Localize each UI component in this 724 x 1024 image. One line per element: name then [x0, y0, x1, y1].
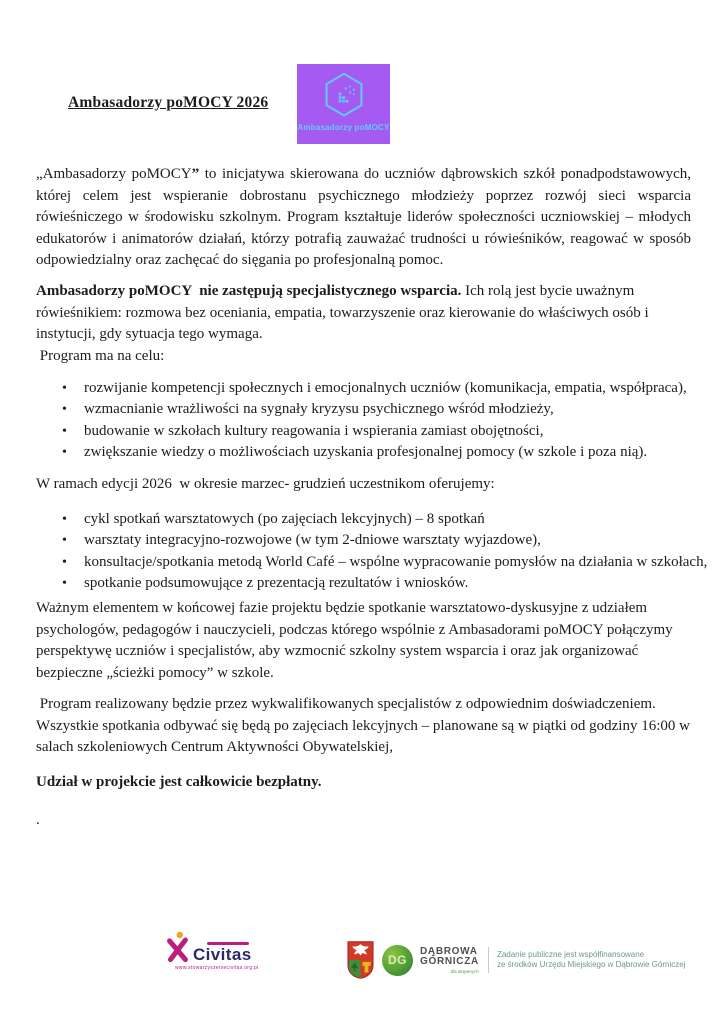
- workshop-paragraph: Ważnym elementem w końcowej fazie projektu będzie spotkanie warsztatowo-dyskusyjne z udziałem psychologów, pedagogów i nauczycieli, podczas którego wspólnie z Ambasadorami poMOCY połączymy perspektywę uczniów i specjalistów, aby wzmocnić szkolny system wsparcia i oraz jak organizować bezpieczne „ścieżki pomocy” w szkole.: [36, 600, 677, 681]
- goals-intro: Program ma na celu:: [36, 347, 165, 364]
- footer-divider: [488, 947, 489, 973]
- stray-dot-section: [36, 810, 691, 832]
- goals-section: [36, 378, 691, 463]
- schedule-section: [36, 694, 694, 759]
- program-logo: [297, 64, 390, 144]
- list-item: • warsztaty integracyjno-rozwojowe (w tym 2-dniowe warsztaty wyjazdowe),: [60, 530, 691, 551]
- dg-initials: DG: [388, 953, 407, 967]
- dg-city-line1: DĄBROWA: [420, 945, 478, 957]
- dg-city-line2: GÓRNICZA: [420, 956, 479, 967]
- edition-section: [36, 474, 691, 496]
- role-rest: Ich rolą jest bycie uważnym rówieśnikiem: rozmowa bez oceniania, empatia, towarzyszenie oraz kierowanie do właściwych osób i instytucji, gdy sytuacja tego wymaga.: [36, 283, 653, 342]
- role-bold: Ambasadorzy poMOCY nie zastępują specjalistycznego wsparcia.: [36, 283, 462, 299]
- funding-line1: Zadanie publiczne jest współfinansowane: [496, 950, 645, 959]
- intro-rest: to inicjatywa skierowana do uczniów dąbrowskich szkół ponadpodstawowych, której celem jest wspieranie dobrostanu psychicznego młodzieży poprzez rozwój sieci wsparcia rówieśniczego w środowisku szkolnym. Program kształtuje liderów społeczności uczniowskiej – młodych edukatorów i animatorów działań, którzy potrafią zauważać trudności u rówieśników, reagować w sposób odpowiedzialny oraz zachęcać do sięgania po profesjonalną pomoc.: [36, 166, 695, 268]
- list-item: • rozwijanie kompetencji społecznych i emocjonalnych uczniów (komunikacja, empatia, współpraca),: [60, 378, 691, 399]
- program-logo-label: Ambasadorzy poMOCY: [297, 123, 390, 132]
- role-section: [36, 281, 691, 367]
- schedule-paragraph: Program realizowany będzie przez wykwalifikowanych specjalistów z odpowiednim doświadczeniem. Wszystkie spotkania odbywać się będą po zajęciach lekcyjnych – planowane są w piątki od godziny 16:00 w salach szkoleniowych Centrum Aktywności Obywatelskiej,: [36, 696, 694, 755]
- intro-paragraph: [36, 164, 695, 272]
- edition-intro: W ramach edycji 2026 w okresie marzec- grudzień uczestnikom oferujemy:: [36, 476, 495, 492]
- workshop-section: [36, 598, 691, 684]
- dg-city-block: [420, 947, 479, 974]
- dg-footer: [347, 940, 685, 980]
- list-item: • konsultacje/spotkania metodą World Café – wspólne wypracowanie pomysłów na działania w szkołach,: [60, 552, 691, 573]
- civitas-logo: [163, 930, 273, 971]
- funding-note: [497, 950, 686, 970]
- dg-slogan: dla aktywnych: [450, 968, 479, 974]
- funding-line2: ze środków Urzędu Miejskiego w Dąbrowie Górniczej: [496, 960, 686, 969]
- role-paragraph: [36, 281, 691, 346]
- civitas-url: www.stowarzyszeniecivitas.org.pl: [175, 965, 259, 971]
- hexagon-icon: [321, 70, 367, 120]
- coat-of-arms-icon: [347, 940, 374, 980]
- list-item: • budowanie w szkołach kultury reagowania i wspierania zamiast obojętności,: [60, 421, 691, 442]
- civitas-figure-icon: [163, 930, 191, 963]
- free-statement: Udział w projekcie jest całkowicie bezpłatny.: [36, 774, 322, 790]
- civitas-name: Civitas: [193, 945, 252, 964]
- dg-circle-icon: [382, 945, 413, 976]
- free-section: [36, 772, 691, 794]
- list-item: • cykl spotkań warsztatowych (po zajęciach lekcyjnych) – 8 spotkań: [60, 509, 691, 530]
- stray-dot: .: [36, 812, 40, 828]
- list-item: • zwiększanie wiedzy o możliwościach uzyskania profesjonalnej pomocy (w szkole i poza nią).: [60, 442, 691, 463]
- intro-section: [36, 164, 695, 272]
- list-item: • spotkanie podsumowujące z prezentacją rezultatów i wniosków.: [60, 573, 691, 594]
- offer-section: [36, 509, 708, 594]
- offer-list: [36, 509, 708, 594]
- intro-bold-quote: ”: [191, 166, 200, 182]
- list-item: • wzmacnianie wrażliwości na sygnały kryzysu psychicznego wśród młodzieży,: [60, 399, 691, 420]
- intro-lead: „Ambasadorzy poMOCY: [36, 166, 192, 182]
- page-title: Ambasadorzy poMOCY 2026: [68, 94, 269, 111]
- goals-list: [36, 378, 691, 463]
